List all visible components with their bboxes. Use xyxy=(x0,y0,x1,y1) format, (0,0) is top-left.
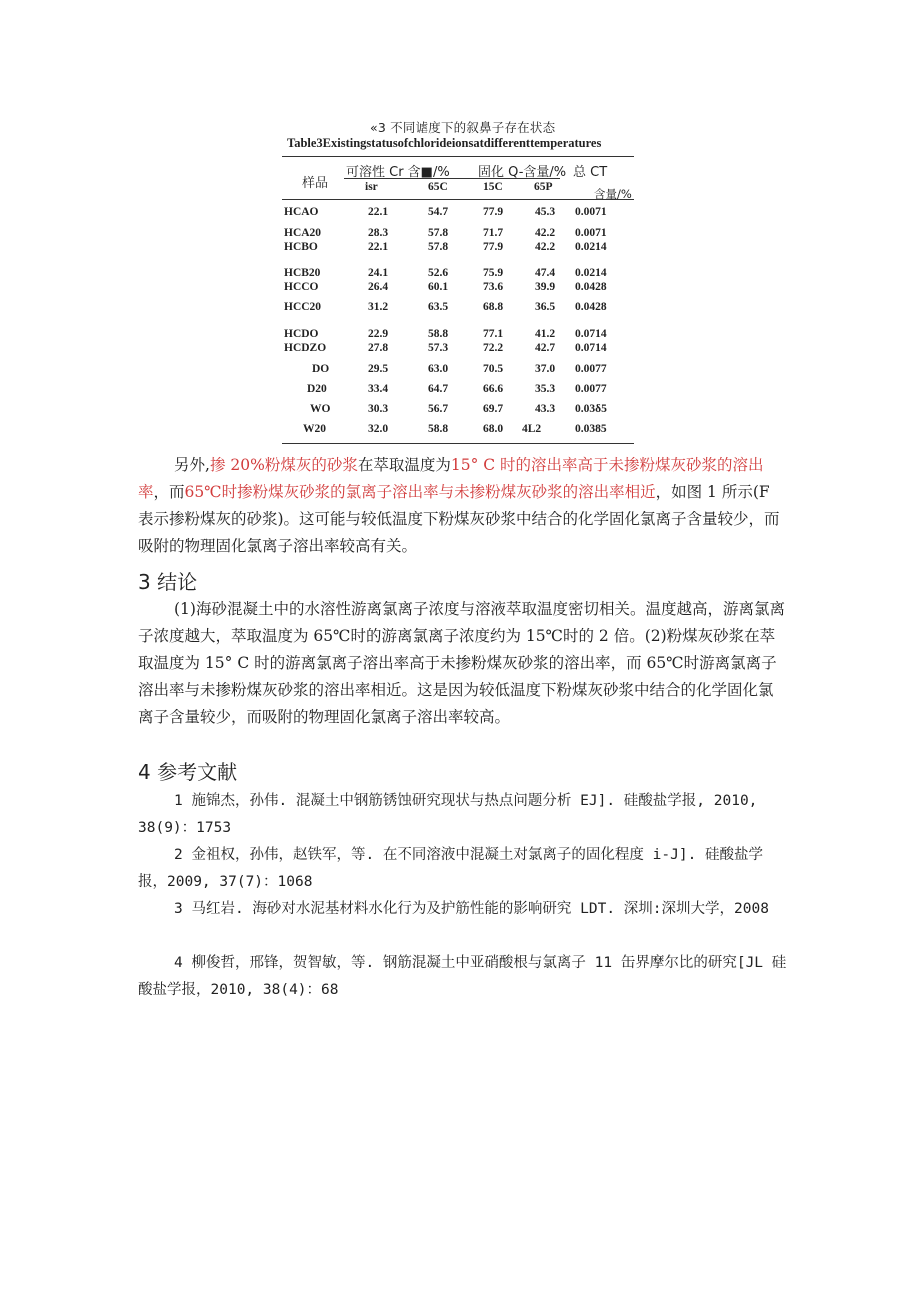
table-cell: 57.8 xyxy=(428,227,449,239)
table-cell: 0.0714 xyxy=(575,328,607,340)
table-caption-cn: «3 不同谑度下的叙鼻子存在状态 xyxy=(370,120,556,135)
para-seg-highlight: 掺 20%粉煤灰的砂浆 xyxy=(209,456,358,474)
table-cell: WO xyxy=(310,403,331,415)
table-cell: 57.3 xyxy=(428,342,449,354)
table-cell: 0.0428 xyxy=(575,301,607,313)
table-cell: 42.7 xyxy=(535,342,556,354)
table-cell: D20 xyxy=(307,383,327,395)
table-cell: 39.9 xyxy=(535,281,556,293)
header-sub-3: 15C xyxy=(483,181,503,193)
table-cell: 22.1 xyxy=(368,241,389,253)
header-fixed: 固化 Q-含量/% xyxy=(478,165,567,180)
table-cell: 68.0 xyxy=(483,423,504,435)
table-cell: 41.2 xyxy=(535,328,556,340)
paragraph-fly-ash xyxy=(138,452,788,560)
para-seg: 在萃取温度为 xyxy=(357,456,451,474)
table-cell: 35.3 xyxy=(535,383,556,395)
reference-item: 3 马红岩. 海砂对水泥基材料水化行为及护筋性能的影响研究 LDT. 深圳:深圳大学，2008 xyxy=(174,901,769,917)
table-cell: 68.8 xyxy=(483,301,504,313)
table-cell: 0.0071 xyxy=(575,227,607,239)
header-sub-2: 65C xyxy=(428,181,448,193)
table-cell: 56.7 xyxy=(428,403,449,415)
table-cell: 33.4 xyxy=(368,383,389,395)
para-seg: ，而 xyxy=(153,483,185,501)
table-cell: HCCO xyxy=(284,281,319,293)
table-cell: 29.5 xyxy=(368,363,389,375)
table-cell: 66.6 xyxy=(483,383,504,395)
para-seg-highlight: 15° C 时的溶出率高于未掺粉煤灰砂浆的溶出率 xyxy=(138,456,764,501)
reference-item: 2 金祖权，孙伟，赵铁军，等. 在不同溶液中混凝土对氯离子的固化程度 i-J]. 硅酸盐学报，2009, 37(7)：1068 xyxy=(138,847,764,890)
table-cell: DO xyxy=(312,363,330,375)
table-cell: 72.2 xyxy=(483,342,504,354)
table-cell: HCA20 xyxy=(284,227,322,239)
table-cell: 77.9 xyxy=(483,206,504,218)
table-cell: 42.2 xyxy=(535,241,556,253)
section-heading-references: 4 参考文献 xyxy=(138,760,238,784)
table-cell: 75.9 xyxy=(483,267,504,279)
table-cell: 52.6 xyxy=(428,267,449,279)
header-sample: 样品 xyxy=(302,176,329,191)
table-cell: 0.0077 xyxy=(575,383,607,395)
table-cell: 30.3 xyxy=(368,403,389,415)
table-cell: 22.1 xyxy=(368,206,389,218)
table-cell: 28.3 xyxy=(368,227,389,239)
section-heading-conclusion: 3 结论 xyxy=(138,570,198,594)
table-cell: 47.4 xyxy=(535,267,556,279)
header-soluble: 可溶性 Cr 含■/% xyxy=(346,165,450,180)
table-cell: 0.0077 xyxy=(575,363,607,375)
table-cell: HCAO xyxy=(284,206,319,218)
table-cell: 57.8 xyxy=(428,241,449,253)
table-cell: 70.5 xyxy=(483,363,504,375)
table-cell: 32.0 xyxy=(368,423,389,435)
table-cell: HCBO xyxy=(284,241,318,253)
table-cell: 45.3 xyxy=(535,206,556,218)
table-cell: 0.03δ5 xyxy=(575,403,607,415)
table-cell: HCB20 xyxy=(284,267,321,279)
table-cell: 54.7 xyxy=(428,206,449,218)
table-cell: HCC20 xyxy=(284,301,322,313)
table-header-rule xyxy=(282,199,634,200)
table-cell: 77.9 xyxy=(483,241,504,253)
table-cell: 0.0071 xyxy=(575,206,607,218)
table-top-rule xyxy=(282,156,634,157)
table-cell: 73.6 xyxy=(483,281,504,293)
reference-item: 4 柳俊哲，邢锋，贺智敏，等. 钢筋混凝土中亚硝酸根与氯离子 11 缶界摩尔比的研究[JL 硅酸盐学报，2010, 38(4)：68 xyxy=(138,955,787,998)
table-cell: 63.0 xyxy=(428,363,449,375)
header-total-unit: 含量/% xyxy=(594,187,632,201)
header-total: 总 CT xyxy=(573,165,608,180)
table-cell: HCDZO xyxy=(284,342,327,354)
reference-item: 1 施锦杰，孙伟. 混凝土中钢筋锈蚀研究现状与热点问题分析 EJ]. 硅酸盐学报, 2010, 38(9)：1753 xyxy=(138,793,758,836)
table-cell: 31.2 xyxy=(368,301,389,313)
table-cell: 42.2 xyxy=(535,227,556,239)
table-cell: W20 xyxy=(303,423,326,435)
table-cell: 63.5 xyxy=(428,301,449,313)
header-sub-4: 65P xyxy=(534,181,553,193)
table-cell: 24.1 xyxy=(368,267,389,279)
header-sub-1: isr xyxy=(365,181,378,193)
table-cell: HCDO xyxy=(284,328,319,340)
table-cell: 60.1 xyxy=(428,281,449,293)
table-cell: 0.0214 xyxy=(575,267,607,279)
para-seg: ，如图 1 所示(F 表示掺粉煤灰的砂浆)。这可能与较低温度下粉煤灰砂浆中结合的化学固化氯离子含量较少，而吸附的物理固化氯离子溶出率较高有关。 xyxy=(138,483,780,555)
table-cell: 69.7 xyxy=(483,403,504,415)
table-cell: 4L2 xyxy=(522,423,542,435)
table-cell: 71.7 xyxy=(483,227,504,239)
table-cell: 64.7 xyxy=(428,383,449,395)
table-cell: 58.8 xyxy=(428,423,449,435)
table-cell: 77.1 xyxy=(483,328,504,340)
table-cell: 0.0428 xyxy=(575,281,607,293)
table-cell: 37.0 xyxy=(535,363,556,375)
table-cell: 26.4 xyxy=(368,281,389,293)
paragraph-conclusion: (1)海砂混凝土中的水溶性游离氯离子浓度与溶液萃取温度密切相关。温度越高，游离氯离子浓度越大，萃取温度为 65℃时的游离氯离子浓度约为 15℃时的 2 倍。(2)粉煤灰砂浆在萃取温度为 15° C 时的游离氯离子溶出率高于未掺粉煤灰砂浆的溶出率，而 65℃时游离氯离子溶出率与未掺粉煤灰砂浆的溶出率相近。这是因为较低温度下粉煤灰砂浆中结合的化学固化氯离子含量较少，而吸附的物理固化氯离子溶出率较高。 xyxy=(138,600,785,726)
table-cell: 36.5 xyxy=(535,301,556,313)
table-caption-en: Table3Existingstatusofchlorideionsatdifferenttemperatures xyxy=(287,136,602,150)
table-cell: 0.0214 xyxy=(575,241,607,253)
table-bottom-rule xyxy=(282,443,634,444)
table-cell: 58.8 xyxy=(428,328,449,340)
table-cell: 43.3 xyxy=(535,403,556,415)
table-cell: 27.8 xyxy=(368,342,389,354)
table-cell: 22.9 xyxy=(368,328,389,340)
table-cell: 0.0714 xyxy=(575,342,607,354)
para-seg: 另外, xyxy=(174,456,210,474)
para-seg-highlight: 65℃时掺粉煤灰砂浆的氯离子溶出率与未掺粉煤灰砂浆的溶出率相近 xyxy=(184,483,656,501)
table-cell: 0.0385 xyxy=(575,423,607,435)
